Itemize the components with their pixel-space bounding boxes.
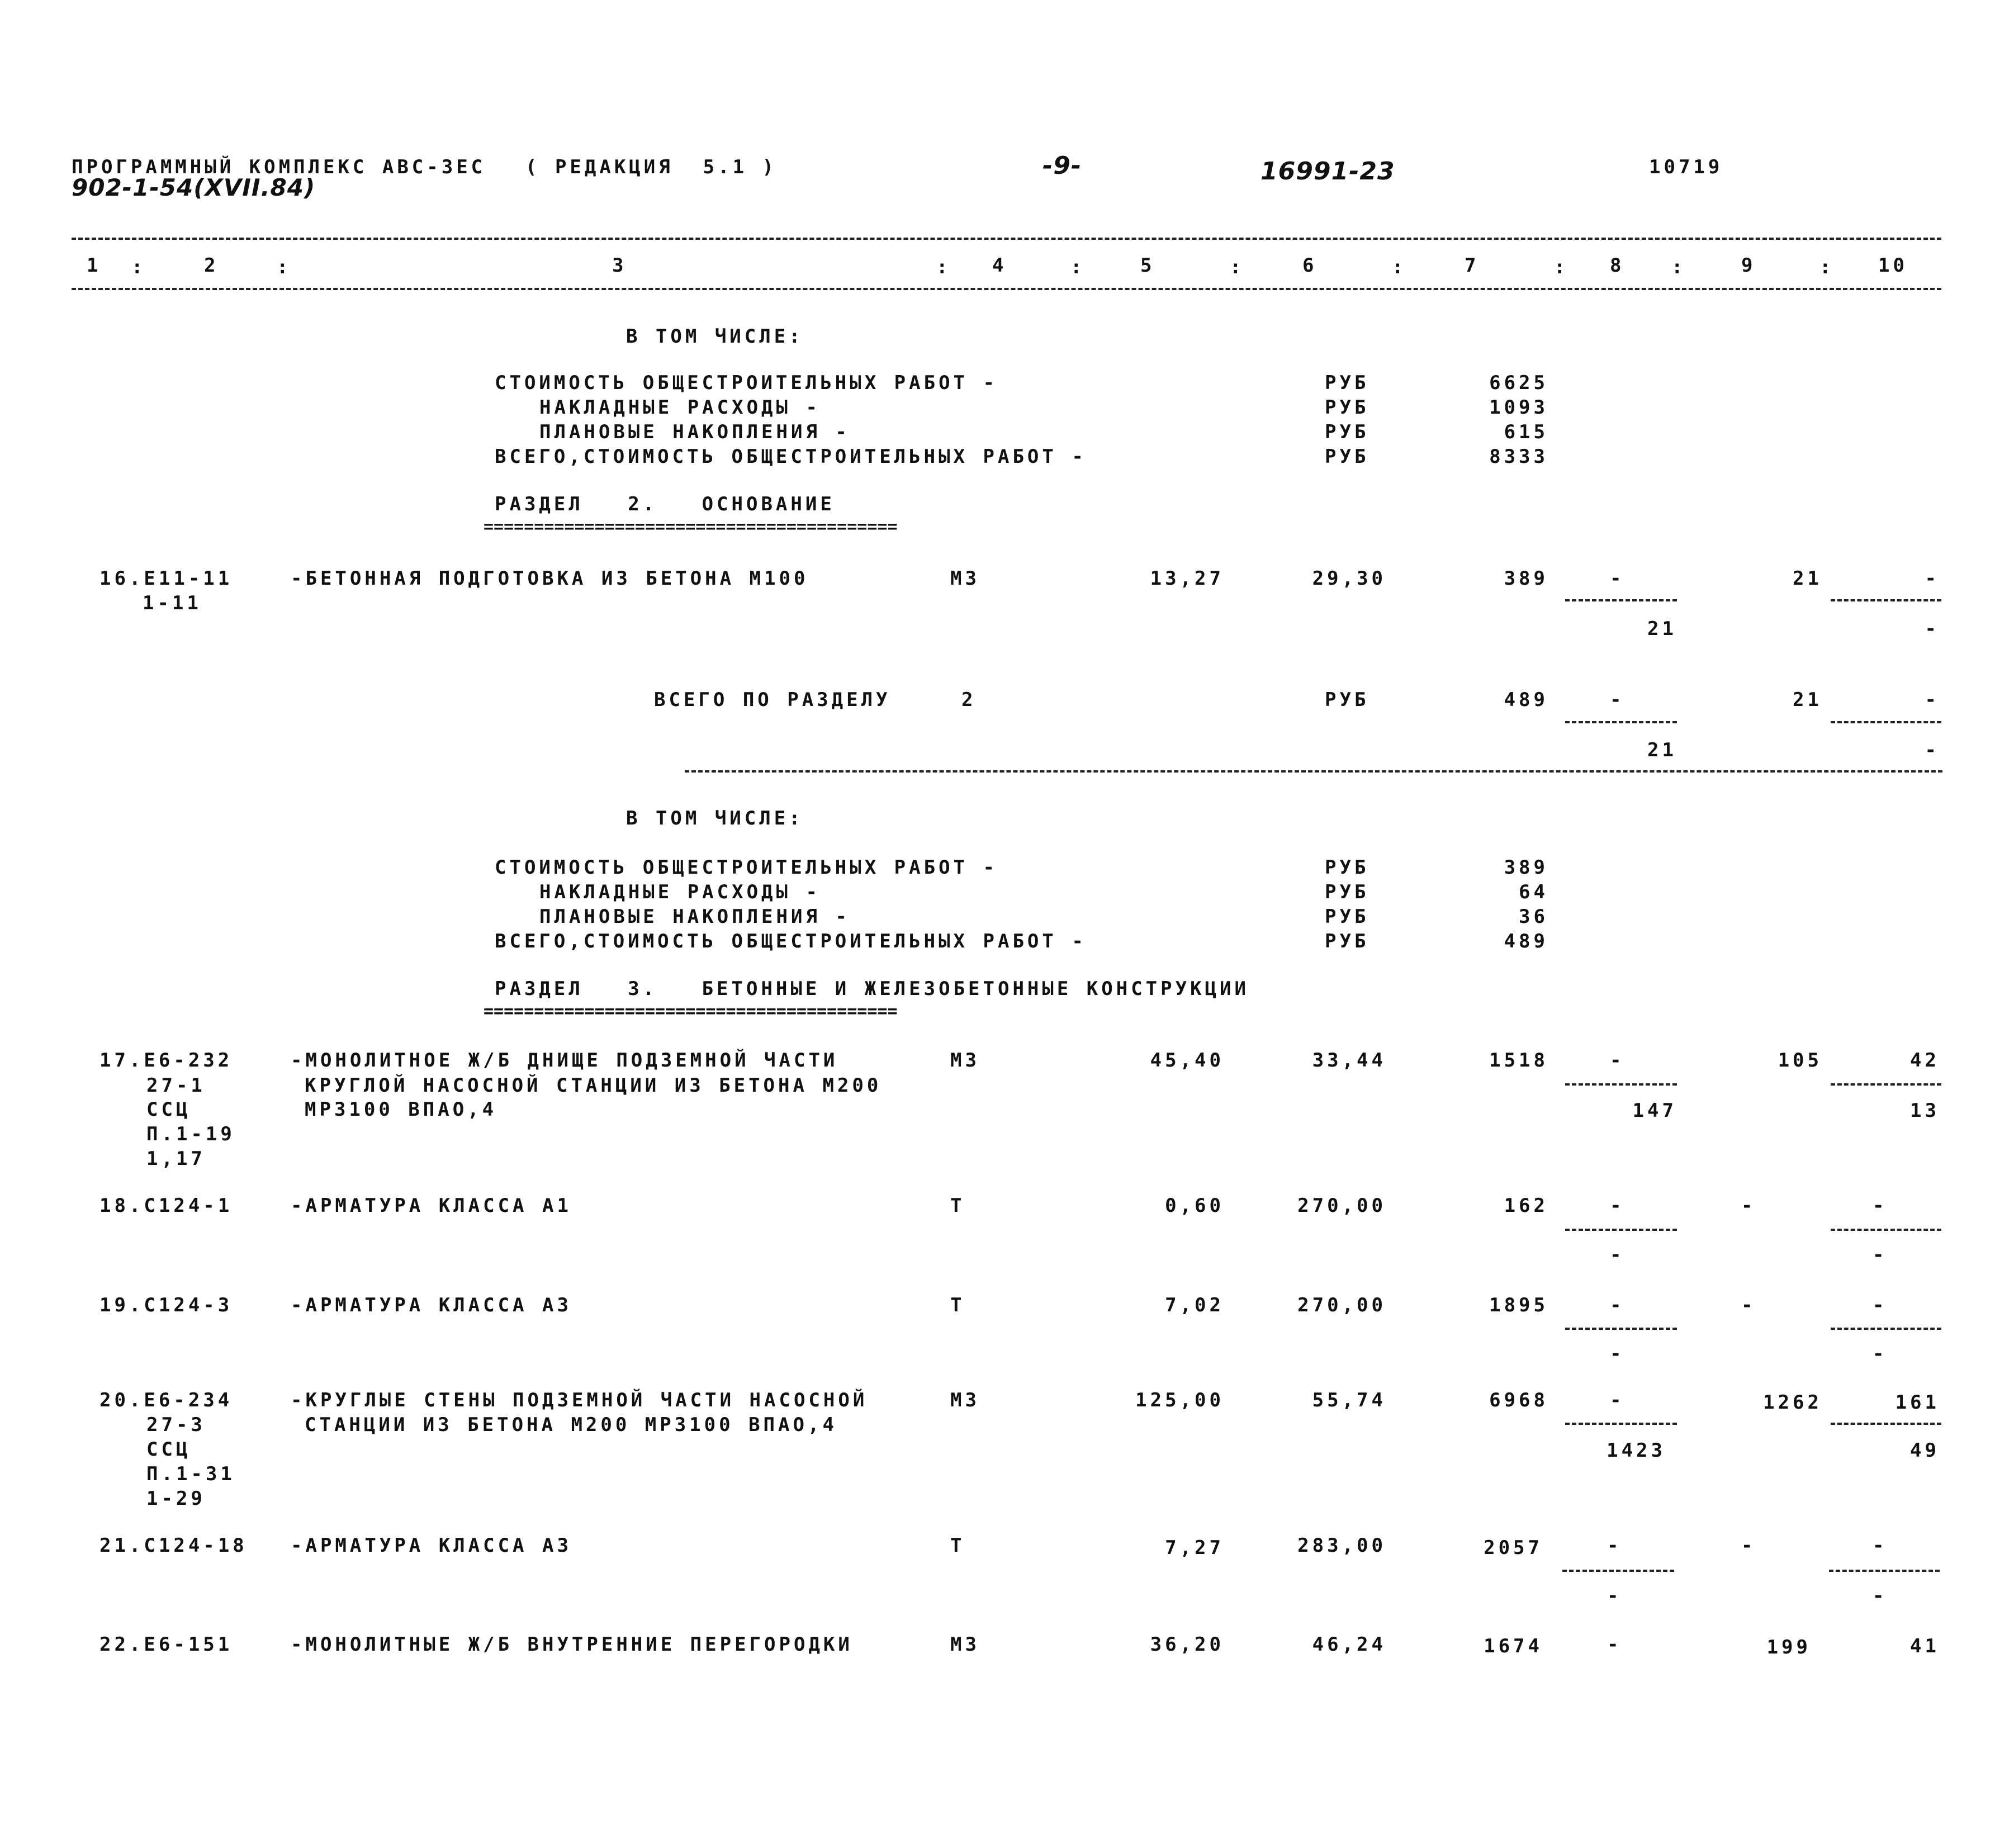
row-col10: - [1873, 1195, 1888, 1217]
fraction-line [1831, 1229, 1941, 1231]
header-rule-top [72, 238, 1941, 240]
row-price: 29,30 [1312, 567, 1386, 590]
row-code-sub: 1,17 [146, 1148, 206, 1170]
row-col10-lower: - [1925, 618, 1940, 640]
row-qty: 36,20 [1150, 1633, 1224, 1656]
col-separator: : [1671, 256, 1683, 278]
section-underline: ========================================= [484, 517, 898, 537]
breakdown-value: 489 [1504, 930, 1548, 953]
row-code-sub: ССЦ [146, 1438, 191, 1461]
row-col8-lower: - [1610, 1343, 1625, 1365]
row-code-sub: 1-29 [146, 1487, 206, 1510]
breakdown-value: 6625 [1489, 372, 1548, 394]
row-col8: - [1610, 1195, 1625, 1217]
col-10: 10 [1878, 254, 1908, 277]
row-name: СТАНЦИИ ИЗ БЕТОНА М200 МРЗ100 ВПАО,4 [305, 1414, 837, 1436]
breakdown-value: 615 [1504, 421, 1548, 443]
row-col8: - [1610, 1294, 1625, 1316]
row-col8: - [1610, 1389, 1625, 1411]
row-total: 6968 [1489, 1389, 1548, 1411]
row-qty: 7,02 [1165, 1294, 1224, 1316]
row-total: 1518 [1489, 1049, 1548, 1072]
col-separator: : [1819, 256, 1831, 278]
fraction-line [1565, 1083, 1677, 1086]
breakdown-label: ПЛАНОВЫЕ НАКОПЛЕНИЯ - [539, 906, 850, 928]
row-unit: М3 [950, 567, 980, 590]
fraction-line [1831, 1423, 1941, 1425]
breakdown-unit: РУБ [1325, 396, 1370, 419]
breakdown-label: СТОИМОСТЬ ОБЩЕСТРОИТЕЛЬНЫХ РАБОТ - [495, 856, 998, 879]
breakdown-value: 1093 [1489, 396, 1548, 419]
row-col8-lower: - [1610, 1244, 1625, 1266]
row-col10: - [1873, 1294, 1888, 1316]
row-col10-lower: 49 [1910, 1439, 1940, 1462]
row-code: 22.Е6-151 [99, 1633, 233, 1656]
row-price: 283,00 [1297, 1534, 1386, 1557]
row-col9: - [1741, 1294, 1756, 1316]
row-col8: - [1610, 1049, 1625, 1072]
section-underline: ========================================= [484, 1002, 898, 1021]
section-title: РАЗДЕЛ 2. ОСНОВАНИЕ [495, 493, 835, 515]
row-qty: 7,27 [1165, 1537, 1224, 1559]
total-col8: - [1610, 689, 1625, 711]
breakdown-value: 8333 [1489, 446, 1548, 468]
breakdown-unit: РУБ [1325, 930, 1370, 953]
row-total: 389 [1504, 567, 1548, 590]
row-col10-lower: 13 [1910, 1100, 1940, 1122]
breakdown-label: СТОИМОСТЬ ОБЩЕСТРОИТЕЛЬНЫХ РАБОТ - [495, 372, 998, 394]
row-code: 17.Е6-232 [99, 1049, 233, 1072]
row-qty: 0,60 [1165, 1195, 1224, 1217]
row-qty: 13,27 [1150, 567, 1224, 590]
row-col8-lower: 147 [1632, 1100, 1677, 1122]
row-col9: 105 [1778, 1049, 1822, 1072]
row-code: 18.С124-1 [99, 1195, 233, 1217]
breakdown-value: 389 [1504, 856, 1548, 879]
row-col9: 1262 [1763, 1391, 1822, 1414]
row-col8-lower: 1423 [1607, 1439, 1666, 1462]
breakdown-label: НАКЛАДНЫЕ РАСХОДЫ - [539, 881, 821, 903]
breakdown-value: 36 [1519, 906, 1548, 928]
fraction-line [1565, 1423, 1677, 1425]
breakdown-unit: РУБ [1325, 421, 1370, 443]
col-separator: : [1554, 256, 1566, 278]
total-col10-lower: - [1925, 739, 1940, 761]
row-name: -АРМАТУРА КЛАССА А1 [291, 1195, 572, 1217]
col-3: 3 [612, 254, 627, 277]
row-code: 21.С124-18 [99, 1534, 248, 1557]
row-col10-lower: - [1873, 1244, 1888, 1266]
row-qty: 125,00 [1135, 1389, 1224, 1411]
row-code: 19.С124-3 [99, 1294, 233, 1316]
row-price: 270,00 [1297, 1195, 1386, 1217]
col-separator: : [1070, 256, 1082, 278]
row-code-sub: ССЦ [146, 1098, 191, 1121]
breakdown-label: ПЛАНОВЫЕ НАКОПЛЕНИЯ - [539, 421, 850, 443]
breakdown-unit: РУБ [1325, 881, 1370, 903]
row-price: 33,44 [1312, 1049, 1386, 1072]
row-unit: Т [950, 1294, 965, 1316]
row-total: 2057 [1484, 1537, 1543, 1559]
row-unit: М3 [950, 1049, 980, 1072]
row-col8: - [1610, 567, 1625, 590]
row-col10: 161 [1895, 1391, 1940, 1414]
col-1: 1 [87, 254, 102, 277]
row-col9: - [1741, 1195, 1756, 1217]
including-heading: В ТОМ ЧИСЛЕ: [626, 807, 804, 830]
fraction-line [1565, 599, 1677, 601]
row-code-sub: П.1-19 [146, 1123, 235, 1145]
col-6: 6 [1302, 254, 1318, 277]
row-total: 1895 [1489, 1294, 1548, 1316]
fraction-line [1565, 1328, 1677, 1330]
fraction-line [1562, 1570, 1674, 1572]
row-name: -АРМАТУРА КЛАССА А3 [291, 1294, 572, 1316]
fraction-line [1565, 1229, 1677, 1231]
fraction-line [1831, 1083, 1941, 1086]
row-code-sub: 27-3 [146, 1414, 206, 1436]
breakdown-unit: РУБ [1325, 906, 1370, 928]
breakdown-label: ВСЕГО,СТОИМОСТЬ ОБЩЕСТРОИТЕЛЬНЫХ РАБОТ - [495, 446, 1087, 468]
row-code: 20.Е6-234 [99, 1389, 233, 1411]
col-4: 4 [992, 254, 1007, 277]
row-name: -БЕТОННАЯ ПОДГОТОВКА ИЗ БЕТОНА М100 [291, 567, 809, 590]
row-price: 46,24 [1312, 1633, 1386, 1656]
row-col8-lower: 21 [1647, 618, 1677, 640]
row-price: 270,00 [1297, 1294, 1386, 1316]
col-separator: : [277, 256, 288, 278]
total-value: 489 [1504, 689, 1548, 711]
total-col9: 21 [1793, 689, 1822, 711]
fraction-line [1829, 1570, 1940, 1572]
row-total: 1674 [1484, 1635, 1543, 1657]
row-price: 55,74 [1312, 1389, 1386, 1411]
col-separator: : [131, 256, 143, 278]
document-code: 10719 [1649, 156, 1723, 178]
row-code-sub: 27-1 [146, 1074, 206, 1097]
row-col10: 42 [1910, 1049, 1940, 1072]
row-unit: М3 [950, 1389, 980, 1411]
row-col10: 41 [1910, 1635, 1940, 1657]
row-col8: - [1607, 1633, 1622, 1656]
row-col10-lower: - [1873, 1343, 1888, 1365]
col-9: 9 [1741, 254, 1756, 277]
total-section-number: 2 [961, 689, 977, 711]
row-col9: 199 [1766, 1636, 1811, 1659]
breakdown-unit: РУБ [1325, 446, 1370, 468]
col-separator: : [936, 256, 948, 278]
breakdown-unit: РУБ [1325, 372, 1370, 394]
row-name: КРУГЛОЙ НАСОСНОЙ СТАНЦИИ ИЗ БЕТОНА М200 [305, 1074, 882, 1097]
fraction-line [1565, 721, 1677, 723]
col-7: 7 [1465, 254, 1480, 277]
fraction-line [1831, 721, 1941, 723]
row-name: -КРУГЛЫЕ СТЕНЫ ПОДЗЕМНОЙ ЧАСТИ НАСОСНОЙ [291, 1389, 868, 1411]
program-name: ПРОГРАММНЫЙ КОМПЛЕКС АВС-ЗЕС [72, 156, 486, 178]
project-series: 902-1-54(XVII.84) [72, 174, 316, 201]
row-name: -МОНОЛИТНОЕ Ж/Б ДНИЩЕ ПОДЗЕМНОЙ ЧАСТИ [291, 1049, 838, 1072]
total-unit: РУБ [1325, 689, 1370, 711]
row-unit: Т [950, 1195, 965, 1217]
col-8: 8 [1610, 254, 1625, 277]
row-code-sub: 1-11 [143, 592, 202, 614]
total-label: ВСЕГО ПО РАЗДЕЛУ [654, 689, 891, 711]
document-number: 16991-23 [1261, 157, 1395, 186]
fraction-line [1831, 1328, 1941, 1330]
col-separator: : [1392, 256, 1404, 278]
breakdown-label: НАКЛАДНЫЕ РАСХОДЫ - [539, 396, 821, 419]
col-5: 5 [1140, 254, 1155, 277]
including-heading: В ТОМ ЧИСЛЕ: [626, 325, 804, 348]
section-title: РАЗДЕЛ 3. БЕТОННЫЕ И ЖЕЛЕЗОБЕТОННЫЕ КОНСТРУКЦИИ [495, 978, 1249, 1000]
row-total: 162 [1504, 1195, 1548, 1217]
row-col10-lower: - [1873, 1585, 1888, 1607]
row-qty: 45,40 [1150, 1049, 1224, 1072]
header-rule-bottom [72, 288, 1941, 290]
total-col8-lower: 21 [1647, 739, 1677, 761]
row-col10: - [1873, 1534, 1888, 1557]
row-unit: М3 [950, 1633, 980, 1656]
total-rule [685, 770, 1942, 773]
program-edition: ( РЕДАКЦИЯ 5.1 ) [525, 156, 777, 178]
row-col9: 21 [1793, 567, 1822, 590]
breakdown-unit: РУБ [1325, 856, 1370, 879]
row-name: -АРМАТУРА КЛАССА А3 [291, 1534, 572, 1557]
fraction-line [1831, 599, 1941, 601]
row-col9: - [1741, 1534, 1756, 1557]
row-name: МРЗ100 ВПАО,4 [305, 1098, 497, 1121]
row-col10: - [1925, 567, 1940, 590]
row-col8-lower: - [1607, 1585, 1622, 1607]
row-name: -МОНОЛИТНЫЕ Ж/Б ВНУТРЕННИЕ ПЕРЕГОРОДКИ [291, 1633, 853, 1656]
row-code-sub: П.1-31 [146, 1463, 235, 1485]
col-2: 2 [204, 254, 219, 277]
total-col10: - [1925, 689, 1940, 711]
col-separator: : [1230, 256, 1241, 278]
row-unit: Т [950, 1534, 965, 1557]
row-col8: - [1607, 1534, 1622, 1557]
breakdown-label: ВСЕГО,СТОИМОСТЬ ОБЩЕСТРОИТЕЛЬНЫХ РАБОТ - [495, 930, 1087, 953]
row-code: 16.Е11-11 [99, 567, 233, 590]
page-number: -9- [1042, 151, 1082, 180]
breakdown-value: 64 [1519, 881, 1548, 903]
